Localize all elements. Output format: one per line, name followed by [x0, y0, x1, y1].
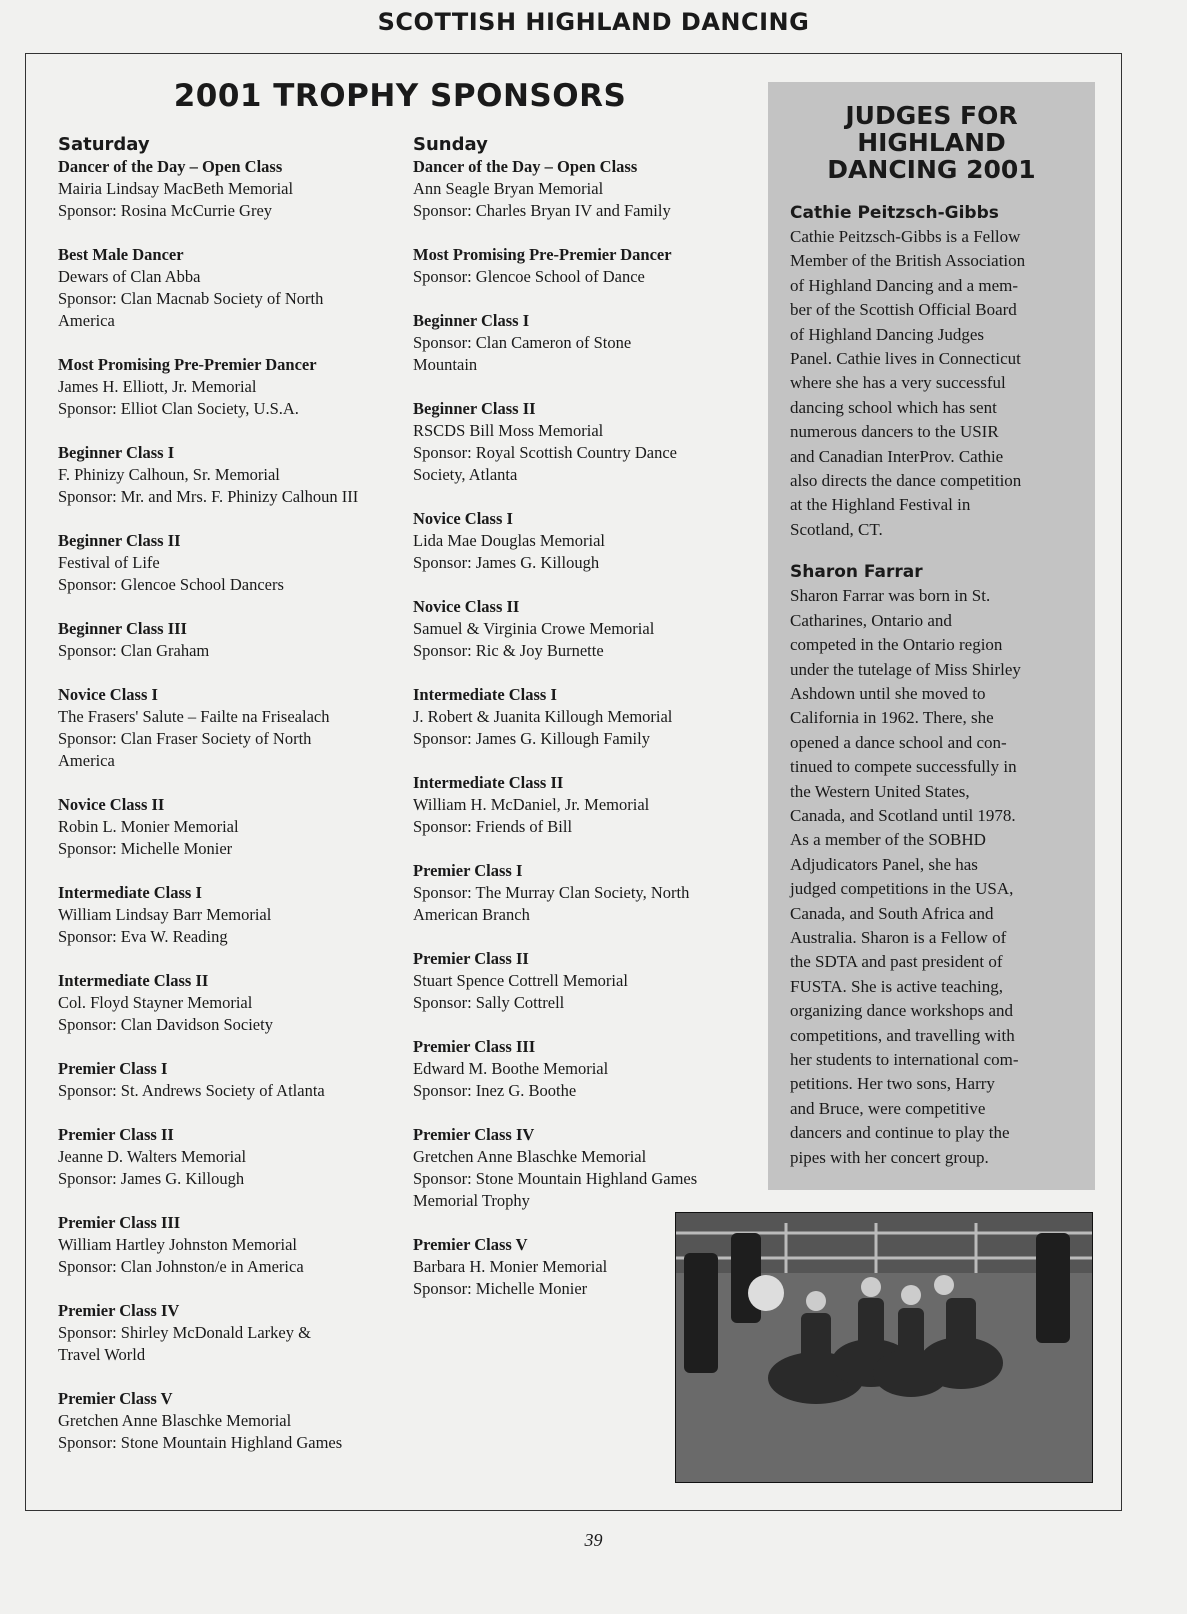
trophy-class: Premier Class I [413, 861, 523, 880]
trophy-detail: Jeanne D. Walters Memorial [58, 1147, 247, 1166]
judge-bio-line: Canada, and Scotland until 1978. [790, 805, 1016, 825]
page-number: 39 [584, 1530, 603, 1550]
saturday-column [58, 134, 408, 1476]
trophy-entry [413, 156, 763, 222]
trophy-detail: Sponsor: Elliot Clan Society, U.S.A. [58, 399, 299, 418]
running-header: SCOTTISH HIGHLAND DANCING [377, 8, 810, 36]
trophy-entry [413, 1036, 763, 1102]
trophy-class: Novice Class I [413, 509, 513, 528]
trophy-detail: William Hartley Johnston Memorial [58, 1235, 298, 1254]
trophy-detail: Sponsor: Friends of Bill [413, 817, 573, 836]
trophy-detail: RSCDS Bill Moss Memorial [413, 421, 604, 440]
judge-bio-line: and Bruce, were competitive [790, 1098, 986, 1118]
judge-bio-line: of Highland Dancing Judges [790, 324, 985, 344]
trophy-entry [58, 244, 408, 332]
judge-bio-line: where she has a very successful [790, 373, 1006, 393]
trophy-detail: Robin L. Monier Memorial [58, 817, 239, 836]
trophy-detail: Memorial Trophy [413, 1191, 530, 1210]
trophy-detail: Ann Seagle Bryan Memorial [413, 179, 604, 198]
trophy-detail: Sponsor: Shirley McDonald Larkey & [58, 1323, 311, 1342]
page-title: 2001 TROPHY SPONSORS [173, 78, 627, 114]
day-heading: Saturday [58, 134, 150, 155]
trophy-detail: Mountain [413, 355, 478, 374]
trophy-class: Beginner Class I [413, 311, 530, 330]
judges-sidebar [768, 82, 1095, 1190]
trophy-entry [58, 1212, 408, 1278]
judge-bio-line: Member of the British Association [790, 251, 1026, 271]
judge-bio-line: Scotland, CT. [790, 519, 883, 539]
trophy-detail: Sponsor: Clan Graham [58, 641, 210, 660]
trophy-detail: America [58, 311, 115, 330]
trophy-class: Beginner Class III [58, 619, 187, 638]
judge-bio-line: organizing dance workshops and [790, 1001, 1013, 1021]
judge-bio-line: Australia. Sharon is a Fellow of [790, 927, 1007, 947]
trophy-detail: Sponsor: Stone Mountain Highland Games [58, 1433, 343, 1452]
trophy-detail: Sponsor: The Murray Clan Society, North [413, 883, 690, 902]
trophy-entry [413, 1124, 763, 1212]
trophy-detail: William H. McDaniel, Jr. Memorial [413, 795, 650, 814]
day-heading: Sunday [413, 134, 488, 155]
trophy-detail: Sponsor: Stone Mountain Highland Games [413, 1169, 698, 1188]
judges-title-line: JUDGES FOR [845, 101, 1018, 130]
trophy-class: Premier Class III [413, 1037, 536, 1056]
trophy-detail: America [58, 751, 115, 770]
judge-bio-line: the Western United States, [790, 781, 970, 801]
trophy-entry [58, 1388, 408, 1454]
trophy-detail: Sponsor: Glencoe School Dancers [58, 575, 284, 594]
trophy-detail: Sponsor: Charles Bryan IV and Family [413, 201, 671, 220]
trophy-entry [413, 508, 763, 574]
trophy-entry [58, 156, 408, 222]
judge-bio-line: FUSTA. She is active teaching, [790, 976, 1003, 996]
judge-bio-line: and Canadian InterProv. Cathie [790, 446, 1004, 466]
trophy-detail: Mairia Lindsay MacBeth Memorial [58, 179, 294, 198]
trophy-entry [413, 948, 763, 1014]
judge-bio-line: under the tutelage of Miss Shirley [790, 659, 1021, 679]
judge-name: Sharon Farrar [790, 562, 923, 583]
trophy-detail: Sponsor: James G. Killough [58, 1169, 245, 1188]
trophy-entry [413, 244, 763, 288]
trophy-detail: Sponsor: Royal Scottish Country Dance [413, 443, 677, 462]
judge-bio-line: dancers and continue to play the [790, 1123, 1010, 1143]
judge-bio-line: numerous dancers to the USIR [790, 422, 999, 442]
trophy-entry [413, 684, 763, 750]
trophy-detail: Sponsor: Ric & Joy Burnette [413, 641, 604, 660]
trophy-entry [58, 794, 408, 860]
judge-bio-line: ber of the Scottish Official Board [790, 300, 1017, 320]
trophy-detail: William Lindsay Barr Memorial [58, 905, 272, 924]
trophy-detail: Sponsor: Sally Cottrell [413, 993, 565, 1012]
trophy-entry [58, 1300, 408, 1366]
trophy-detail: Sponsor: Eva W. Reading [58, 927, 228, 946]
judge-bio-line: opened a dance school and con- [790, 732, 1007, 752]
judge-bio-line: judged competitions in the USA, [790, 879, 1014, 899]
judge-bio-line: Sharon Farrar was born in St. [790, 586, 991, 606]
trophy-detail: American Branch [413, 905, 530, 924]
trophy-class: Dancer of the Day – Open Class [58, 157, 283, 176]
trophy-detail: Sponsor: James G. Killough Family [413, 729, 650, 748]
trophy-entry [58, 1058, 408, 1102]
trophy-detail: Sponsor: Clan Davidson Society [58, 1015, 273, 1034]
judge-bio [790, 201, 1095, 542]
trophy-detail: Barbara H. Monier Memorial [413, 1257, 608, 1276]
trophy-class: Intermediate Class I [58, 883, 202, 902]
trophy-class: Premier Class I [58, 1059, 168, 1078]
trophy-class: Most Promising Pre-Premier Dancer [413, 245, 672, 264]
trophy-class: Novice Class I [58, 685, 158, 704]
highland-dancers-photo [675, 1212, 1093, 1483]
sunday-column [413, 134, 763, 1322]
judge-bio-line: tinued to compete successfully in [790, 757, 1017, 777]
trophy-detail: Sponsor: Glencoe School of Dance [413, 267, 645, 286]
trophy-entry [58, 530, 408, 596]
trophy-entry [58, 1124, 408, 1190]
judge-bio-line: Canada, and South Africa and [790, 903, 994, 923]
trophy-detail: Col. Floyd Stayner Memorial [58, 993, 253, 1012]
trophy-class: Premier Class II [58, 1125, 174, 1144]
judge-bio-line: also directs the dance competition [790, 471, 1022, 491]
judge-bio-line: Ashdown until she moved to [790, 683, 986, 703]
judges-title-line: HIGHLAND [857, 128, 1006, 157]
trophy-detail: Sponsor: Inez G. Boothe [413, 1081, 577, 1100]
judge-bio-line: Adjudicators Panel, she has [790, 854, 978, 874]
trophy-class: Premier Class V [413, 1235, 528, 1254]
trophy-class: Premier Class III [58, 1213, 181, 1232]
judges-title [768, 102, 1095, 183]
judge-bio-line: petitions. Her two sons, Harry [790, 1074, 995, 1094]
judge-bio-line: competitions, and travelling with [790, 1025, 1015, 1045]
trophy-class: Novice Class II [413, 597, 520, 616]
trophy-detail: Society, Atlanta [413, 465, 518, 484]
trophy-detail: Sponsor: James G. Killough [413, 553, 600, 572]
judge-bio-line: Catharines, Ontario and [790, 610, 952, 630]
trophy-entry [58, 970, 408, 1036]
trophy-class: Premier Class IV [58, 1301, 180, 1320]
trophy-entry [58, 618, 408, 662]
trophy-entry [58, 882, 408, 948]
trophy-detail: James H. Elliott, Jr. Memorial [58, 377, 257, 396]
trophy-class: Most Promising Pre-Premier Dancer [58, 355, 317, 374]
trophy-detail: Lida Mae Douglas Memorial [413, 531, 605, 550]
judge-bio-line: Panel. Cathie lives in Connecticut [790, 349, 1021, 369]
trophy-entry [58, 354, 408, 420]
trophy-class: Beginner Class II [58, 531, 181, 550]
trophy-detail: Sponsor: Clan Johnston/e in America [58, 1257, 304, 1276]
judge-bio-line: As a member of the SOBHD [790, 830, 986, 850]
trophy-detail: Sponsor: Michelle Monier [413, 1279, 588, 1298]
trophy-detail: Sponsor: Michelle Monier [58, 839, 233, 858]
trophy-entry [413, 772, 763, 838]
trophy-class: Beginner Class I [58, 443, 175, 462]
judge-bio-line: California in 1962. There, she [790, 708, 994, 728]
trophy-detail: Travel World [58, 1345, 146, 1364]
trophy-entry [413, 310, 763, 376]
trophy-entry [58, 684, 408, 772]
judge-bio-line: her students to international com- [790, 1050, 1019, 1069]
judge-bio-line: competed in the Ontario region [790, 635, 1003, 655]
trophy-entry [413, 860, 763, 926]
trophy-detail: Gretchen Anne Blaschke Memorial [413, 1147, 647, 1166]
judge-name: Cathie Peitzsch-Gibbs [790, 203, 999, 223]
trophy-detail: J. Robert & Juanita Killough Memorial [413, 707, 673, 726]
trophy-detail: Gretchen Anne Blaschke Memorial [58, 1411, 292, 1430]
trophy-class: Novice Class II [58, 795, 165, 814]
trophy-entry [413, 398, 763, 486]
trophy-detail: The Frasers' Salute – Failte na Frisealach [58, 707, 330, 726]
trophy-class: Premier Class V [58, 1389, 173, 1408]
trophy-detail: Sponsor: Clan Macnab Society of North [58, 289, 324, 308]
trophy-detail: Stuart Spence Cottrell Memorial [413, 971, 628, 990]
judge-bio-line: of Highland Dancing and a mem- [790, 275, 1019, 295]
trophy-class: Premier Class II [413, 949, 529, 968]
judge-bio [790, 560, 1095, 1170]
trophy-class: Intermediate Class II [58, 971, 209, 990]
trophy-class: Dancer of the Day – Open Class [413, 157, 638, 176]
judge-bio-line: pipes with her concert group. [790, 1147, 989, 1167]
trophy-detail: Samuel & Virginia Crowe Memorial [413, 619, 655, 638]
trophy-detail: Sponsor: Clan Fraser Society of North [58, 729, 312, 748]
trophy-class: Intermediate Class I [413, 685, 557, 704]
trophy-class: Intermediate Class II [413, 773, 564, 792]
judges-title-line: DANCING 2001 [827, 155, 1036, 184]
trophy-detail: Sponsor: St. Andrews Society of Atlanta [58, 1081, 325, 1100]
trophy-detail: Sponsor: Mr. and Mrs. F. Phinizy Calhoun III [58, 487, 359, 506]
trophy-detail: Sponsor: Rosina McCurrie Grey [58, 201, 273, 220]
judge-bio-line: dancing school which has sent [790, 397, 997, 417]
trophy-class: Premier Class IV [413, 1125, 535, 1144]
trophy-entry [413, 596, 763, 662]
trophy-detail: Sponsor: Clan Cameron of Stone [413, 333, 632, 352]
trophy-detail: Festival of Life [58, 553, 160, 572]
trophy-detail: Dewars of Clan Abba [58, 267, 201, 286]
trophy-class: Best Male Dancer [58, 245, 184, 264]
trophy-entry [58, 442, 408, 508]
judge-bio-line: Cathie Peitzsch-Gibbs is a Fellow [790, 227, 1021, 246]
judge-bio-line: the SDTA and past president of [790, 952, 1003, 972]
trophy-detail: Edward M. Boothe Memorial [413, 1059, 609, 1078]
trophy-class: Beginner Class II [413, 399, 536, 418]
judge-bio-line: at the Highland Festival in [790, 495, 971, 515]
trophy-detail: F. Phinizy Calhoun, Sr. Memorial [58, 465, 280, 484]
